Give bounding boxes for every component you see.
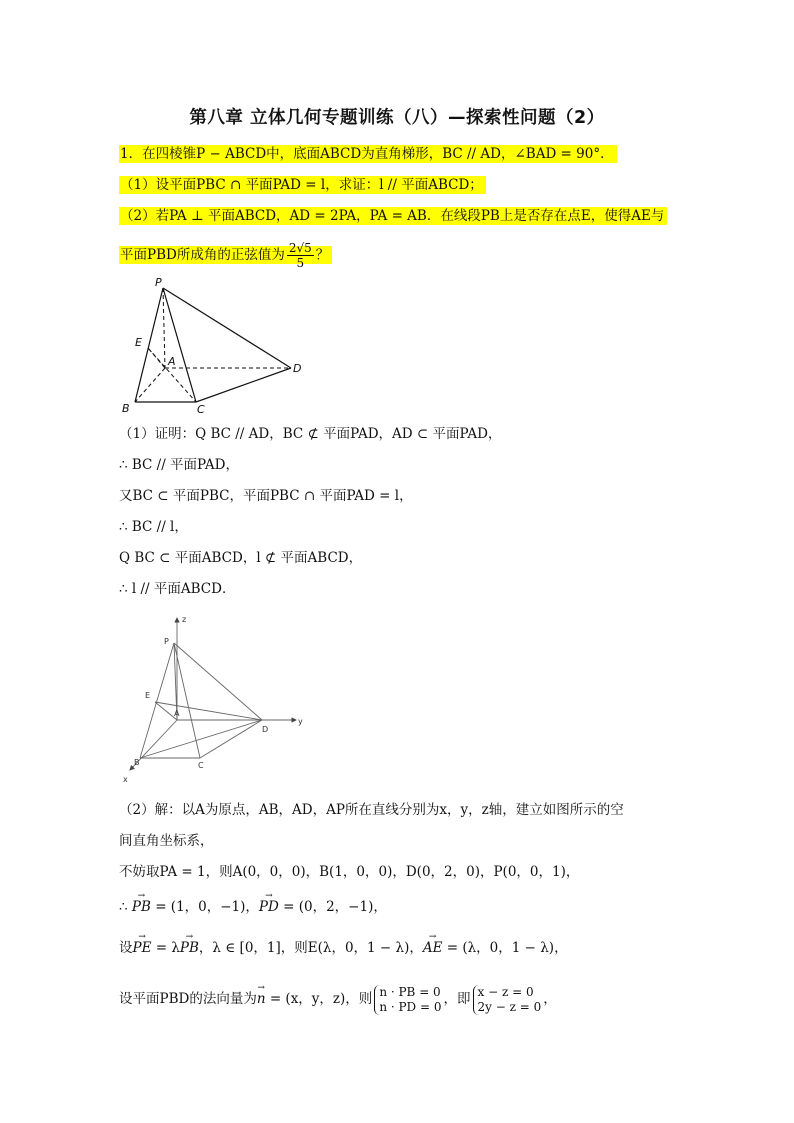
vector-ae: → AE xyxy=(423,938,443,958)
vector-pd: → PD xyxy=(259,897,279,917)
vector-pb: → PB xyxy=(132,897,151,917)
proof-line-5: Q BC ⊂ 平面ABCD，l ⊄ 平面ABCD， xyxy=(119,550,363,566)
solution-line-1: （2）解：以A为原点，AB，AD，AP所在直线分别为x，y，z轴，建立如图所示的空 xyxy=(119,802,624,818)
segment-ed xyxy=(155,702,262,720)
vector-pe: → PE xyxy=(133,938,152,958)
proof-line-4: ∴ BC // l， xyxy=(119,519,188,535)
label-y: y xyxy=(298,717,303,726)
vector-pb: → PB xyxy=(180,938,199,958)
solution-line-2: 间直角坐标系， xyxy=(119,833,214,849)
solution-line-6: 设平面PBD的法向量为→ n = (x，y，z)，则 n · PB = 0 n · PD = 0 ，即 x − z = 0 2y − z = 0 ， xyxy=(119,982,557,1016)
label-z: z xyxy=(182,615,187,624)
solution-line-5: 设→ PE = λ→ PB，λ ∈ [0，1]，则E(λ，0，1 − λ)，→ AE = (λ，0，1 − λ)， xyxy=(119,938,568,958)
label-c: C xyxy=(197,403,205,416)
label-a: A xyxy=(174,709,180,718)
problem-line-1: 1．在四棱锥P − ABCD中，底面ABCD为直角梯形，BC // AD，∠BAD = 90°． xyxy=(119,144,617,164)
edge-pd xyxy=(174,643,262,720)
equation-system-vectors: n · PB = 0 n · PD = 0 xyxy=(374,985,441,1015)
solution-line-3: 不妨取PA = 1，则A(0，0，0)，B(1，0，0)，D(0，2，0)，P(0，0，1)， xyxy=(119,864,580,880)
equation-system-coords: x − z = 0 2y − z = 0 xyxy=(473,985,542,1015)
label-a: A xyxy=(168,355,176,368)
label-d: D xyxy=(293,362,302,375)
coordinate-figure xyxy=(120,612,310,787)
solution-line-4: ∴ → PB = (1，0，−1)，→ PD = (0，2，−1)， xyxy=(119,897,387,917)
normal-vector-n: → n xyxy=(257,982,266,1016)
problem-line-3: （2）若PA ⊥ 平面ABCD，AD = 2PA，PA = AB．在线段PB上是否存在点E，使得AE与 xyxy=(119,206,667,226)
edge-cd xyxy=(196,368,291,402)
label-c: C xyxy=(198,761,204,770)
proof-line-2: ∴ BC // 平面PAD， xyxy=(119,457,239,473)
sine-fraction: $\frac{2√5}{5}$ xyxy=(288,241,312,270)
label-p: P xyxy=(164,637,169,646)
proof-line-3: 又BC ⊂ 平面PBC，平面PBC ∩ 平面PAD = l， xyxy=(119,488,413,504)
segment-bd xyxy=(140,720,262,758)
edge-cd xyxy=(200,720,262,758)
label-d: D xyxy=(262,725,269,734)
edge-pa xyxy=(163,288,165,368)
label-p: P xyxy=(155,276,162,289)
label-b: B xyxy=(134,758,140,767)
label-e: E xyxy=(135,336,142,349)
pyramid-figure xyxy=(115,276,315,418)
label-b: B xyxy=(122,402,130,415)
proof-line-1: （1）证明：Q BC // AD，BC ⊄ 平面PAD，AD ⊂ 平面PAD， xyxy=(119,426,502,442)
problem-line-2: （1）设平面PBC ∩ 平面PAD = l，求证：l // 平面ABCD； xyxy=(119,175,486,195)
proof-line-6: ∴ l // 平面ABCD． xyxy=(119,581,236,597)
label-e: E xyxy=(145,691,151,700)
label-x: x xyxy=(123,775,128,784)
problem-line-4: 平面PBD所成角的正弦值为 $\frac{2√5}{5}$ ？ xyxy=(119,240,332,270)
page-title: 第八章 立体几何专题训练（八）—探索性问题（2） xyxy=(189,108,605,128)
